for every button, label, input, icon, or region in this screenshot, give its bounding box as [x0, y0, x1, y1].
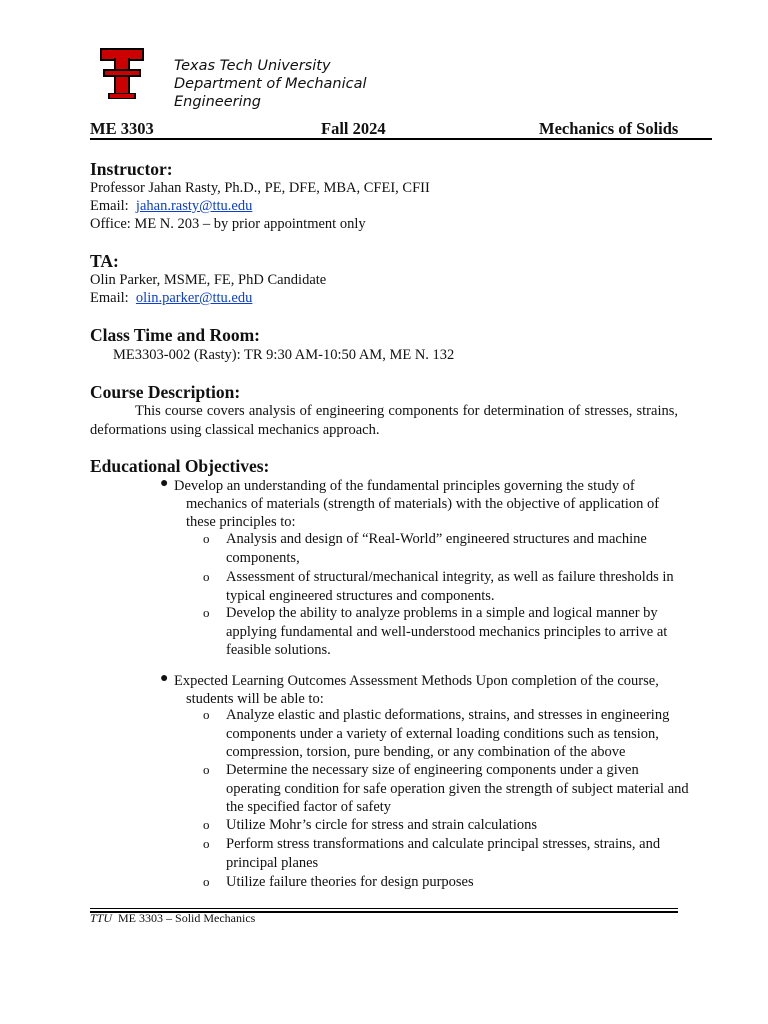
- sub-bullet-line: compression, torsion, pure bending, or any combination of the above: [226, 744, 626, 760]
- objective-bullet-1-line-3: these principles to:: [186, 514, 296, 530]
- objective-bullet-1-line-2: mechanics of materials (strength of materials) with the objective of application of: [186, 496, 660, 512]
- footer-org: TTU: [90, 911, 113, 925]
- sub-bullet-circle-icon: o: [203, 817, 210, 832]
- course-name: Mechanics of Solids: [539, 119, 679, 138]
- footer-text: ME 3303 – Solid Mechanics: [118, 911, 256, 925]
- footer-divider: [90, 908, 678, 909]
- page-footer: [90, 911, 255, 926]
- sub-bullet-1-3: [226, 604, 667, 660]
- objective-bullet-2-line-2: students will be able to:: [186, 691, 324, 707]
- sub-bullet-line: typical engineered structures and components.: [226, 587, 495, 604]
- class-time-heading: Class Time and Room:: [90, 325, 261, 345]
- sub-bullet-circle-icon: o: [203, 707, 210, 722]
- sub-bullet-2-1: [226, 706, 669, 762]
- instructor-office: Office: ME N. 203 – by prior appointment only: [90, 216, 366, 232]
- sub-bullet-line: components,: [226, 549, 300, 566]
- class-time-detail: ME3303-002 (Rasty): TR 9:30 AM-10:50 AM, ME N. 132: [113, 347, 455, 363]
- ta-email-link[interactable]: olin.parker@ttu.edu: [135, 290, 253, 306]
- sub-bullet-line: Perform stress transformations and calculate principal stresses, strains, and: [226, 836, 661, 852]
- sub-bullet-circle-icon: o: [203, 762, 210, 777]
- course-code: ME 3303: [90, 119, 154, 138]
- department-name: Department of Mechanical Engineering: [174, 76, 367, 110]
- email-label: Email:: [90, 198, 129, 214]
- instructor-name: Professor Jahan Rasty, Ph.D., PE, DFE, MBA, CFEI, CFII: [90, 180, 430, 196]
- sub-bullet-line: Analyze elastic and plastic deformations, strains, and stresses in engineering: [226, 707, 670, 723]
- bullet-dot-icon: ●: [160, 671, 169, 686]
- sub-bullet-line: Utilize Mohr’s circle for stress and strain calculations: [226, 817, 537, 833]
- sub-bullet-line: components under a variety of external loading conditions such as tension,: [226, 725, 659, 742]
- sub-bullet-2-4: [226, 835, 660, 872]
- bullet-dot-icon: ●: [160, 476, 169, 491]
- sub-bullet-line: operating condition for safe operation given the strength of subject material and: [226, 780, 689, 797]
- header-divider: [90, 138, 712, 140]
- sub-bullet-2-3: [226, 816, 537, 835]
- objective-bullet-1-line-1: Develop an understanding of the fundamental principles governing the study of: [174, 478, 635, 494]
- sub-bullet-line: Determine the necessary size of engineering components under a given: [226, 762, 639, 778]
- sub-bullet-circle-icon: o: [203, 605, 210, 620]
- course-description-heading: Course Description:: [90, 382, 241, 402]
- sub-bullet-line: Develop the ability to analyze problems in a simple and logical manner by: [226, 605, 658, 621]
- sub-bullet-line: Analysis and design of “Real-World” engineered structures and machine: [226, 531, 647, 547]
- sub-bullet-line: feasible solutions.: [226, 642, 331, 658]
- sub-bullet-1-1: [226, 530, 647, 567]
- course-description-text: This course covers analysis of engineering components for determination of stresses, strains, deformations using classical mechanics approach.: [90, 403, 678, 438]
- sub-bullet-circle-icon: o: [203, 874, 210, 889]
- objectives-heading: Educational Objectives:: [90, 456, 270, 476]
- sub-bullet-circle-icon: o: [203, 569, 210, 584]
- university-block: [174, 57, 404, 110]
- sub-bullet-line: the specified factor of safety: [226, 799, 392, 815]
- sub-bullet-circle-icon: o: [203, 836, 210, 851]
- sub-bullet-2-5: [226, 873, 474, 892]
- sub-bullet-circle-icon: o: [203, 531, 210, 546]
- sub-bullet-line: principal planes: [226, 854, 319, 871]
- sub-bullet-line: Utilize failure theories for design purposes: [226, 874, 474, 890]
- instructor-email-line: [90, 197, 252, 215]
- email-label: Email:: [90, 290, 129, 306]
- ta-name: Olin Parker, MSME, FE, PhD Candidate: [90, 272, 327, 288]
- texas-tech-logo-icon: [100, 48, 144, 100]
- objective-bullet-2-line-1: Expected Learning Outcomes Assessment Methods Upon completion of the course,: [174, 673, 659, 689]
- term: Fall 2024: [321, 119, 386, 138]
- sub-bullet-2-2: [226, 761, 689, 817]
- sub-bullet-line: Assessment of structural/mechanical integrity, as well as failure thresholds in: [226, 569, 674, 585]
- ta-heading: TA:: [90, 251, 119, 271]
- sub-bullet-line: applying fundamental and well-understood mechanics principles to arrive at: [226, 623, 668, 640]
- sub-bullet-1-2: [226, 568, 674, 605]
- instructor-email-link[interactable]: jahan.rasty@ttu.edu: [135, 198, 253, 214]
- ta-email-line: [90, 289, 252, 307]
- university-name: Texas Tech University: [174, 58, 331, 74]
- instructor-heading: Instructor:: [90, 159, 173, 179]
